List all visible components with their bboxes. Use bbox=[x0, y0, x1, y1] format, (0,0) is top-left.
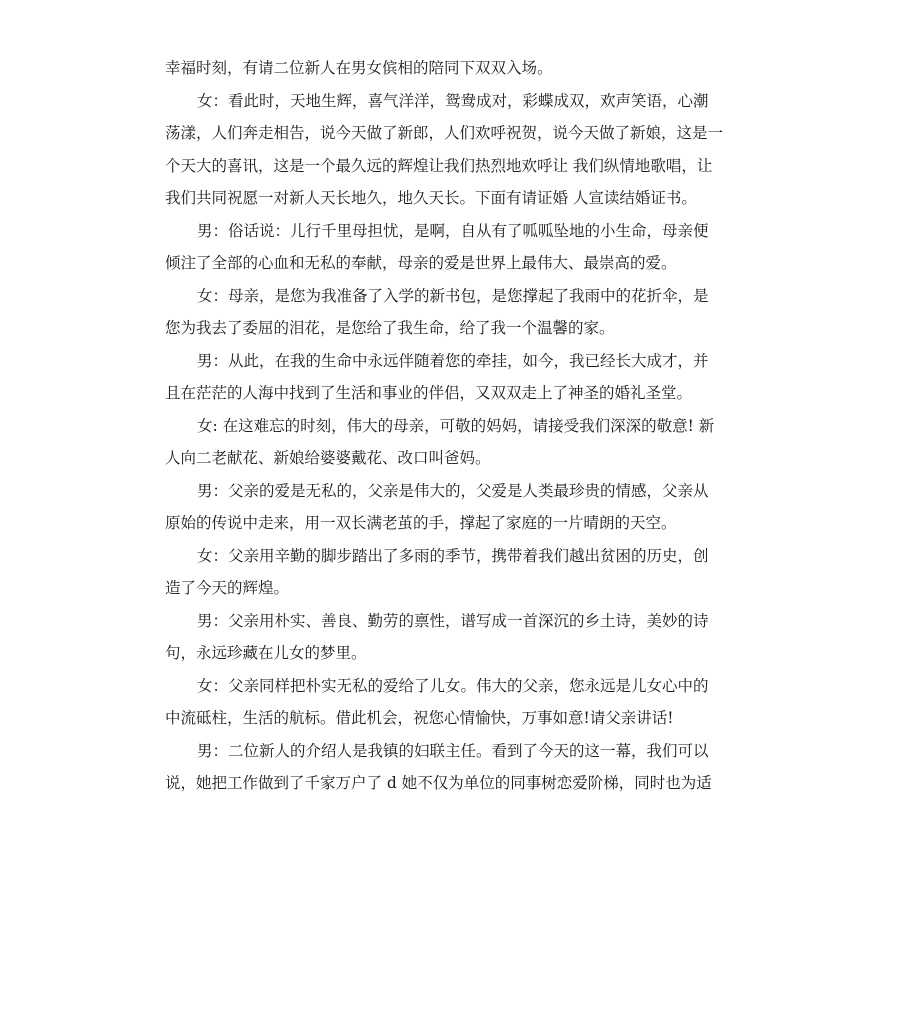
text-line: 女: 在这难忘的时刻，伟大的母亲，可敬的妈妈，请接受我们深深的敬意! 新 bbox=[197, 416, 715, 435]
text-line: 荡漾，人们奔走相告，说今天做了新郎，人们欢呼祝贺，说今天做了新娘，这是一 bbox=[165, 124, 724, 142]
text-line: 造了今天的辉煌。 bbox=[165, 579, 290, 597]
text-line: 我们共同祝愿一对新人天长地久，地久天长。下面有请证婚 人宣读结婚证书。 bbox=[165, 189, 697, 207]
text-line: 句，永远珍藏在儿女的梦里。 bbox=[165, 644, 367, 662]
text-line: 女：母亲，是您为我准备了入学的新书包，是您撑起了我雨中的花折伞，是 bbox=[197, 286, 709, 305]
text-line: 男：俗话说：儿行千里母担忧，是啊，自从有了呱呱坠地的小生命，母亲便 bbox=[197, 221, 709, 240]
text-line: 男：父亲的爱是无私的，父亲是伟大的，父爱是人类最珍贵的情感，父亲从 bbox=[197, 481, 709, 500]
text-line: 原始的传说中走来，用一双长满老茧的手，撑起了家庭的一片晴朗的天空。 bbox=[165, 514, 677, 532]
text-line: 倾注了全部的心血和无私的奉献，母亲的爱是世界上最伟大、最崇高的爱。 bbox=[165, 254, 677, 272]
text-line: 人向二老献花、新娘给婆婆戴花、改口叫爸妈。 bbox=[165, 449, 491, 467]
text-line: 幸福时刻，有请二位新人在男女傧相的陪同下双双入场。 bbox=[165, 59, 553, 77]
text-line: 男：从此，在我的生命中永远伴随着您的牵挂，如今，我已经长大成才，并 bbox=[197, 351, 709, 370]
text-line: 且在茫茫的人海中找到了生活和事业的伴侣，又双双走上了神圣的婚礼圣堂。 bbox=[165, 384, 693, 402]
text-line: 说，她把工作做到了千家万户了 d 她不仅为单位的同事树恋爱阶梯，同时也为适 bbox=[165, 774, 712, 792]
document-body bbox=[165, 52, 757, 800]
text-line: 中流砥柱，生活的航标。借此机会，祝您心情愉快，万事如意!请父亲讲话! bbox=[165, 709, 674, 727]
text-line: 女：父亲同样把朴实无私的爱给了儿女。伟大的父亲，您永远是儿女心中的 bbox=[197, 676, 709, 695]
text-line: 男：父亲用朴实、善良、勤劳的禀性，谱写成一首深沉的乡土诗，美妙的诗 bbox=[197, 611, 709, 630]
text-line: 女：父亲用辛勤的脚步踏出了多雨的季节，携带着我们越出贫困的历史，创 bbox=[197, 546, 709, 565]
text-line: 女：看此时，天地生辉，喜气洋洋，鸳鸯成对，彩蝶成双，欢声笑语，心潮 bbox=[197, 91, 709, 110]
text-line: 男：二位新人的介绍人是我镇的妇联主任。看到了今天的这一幕，我们可以 bbox=[197, 741, 709, 760]
text-line: 您为我去了委屈的泪花，是您给了我生命，给了我一个温馨的家。 bbox=[165, 319, 615, 337]
text-line: 个天大的喜讯，这是一个最久远的辉煌让我们热烈地欢呼让 我们纵情地歌唱，让 bbox=[165, 156, 713, 175]
